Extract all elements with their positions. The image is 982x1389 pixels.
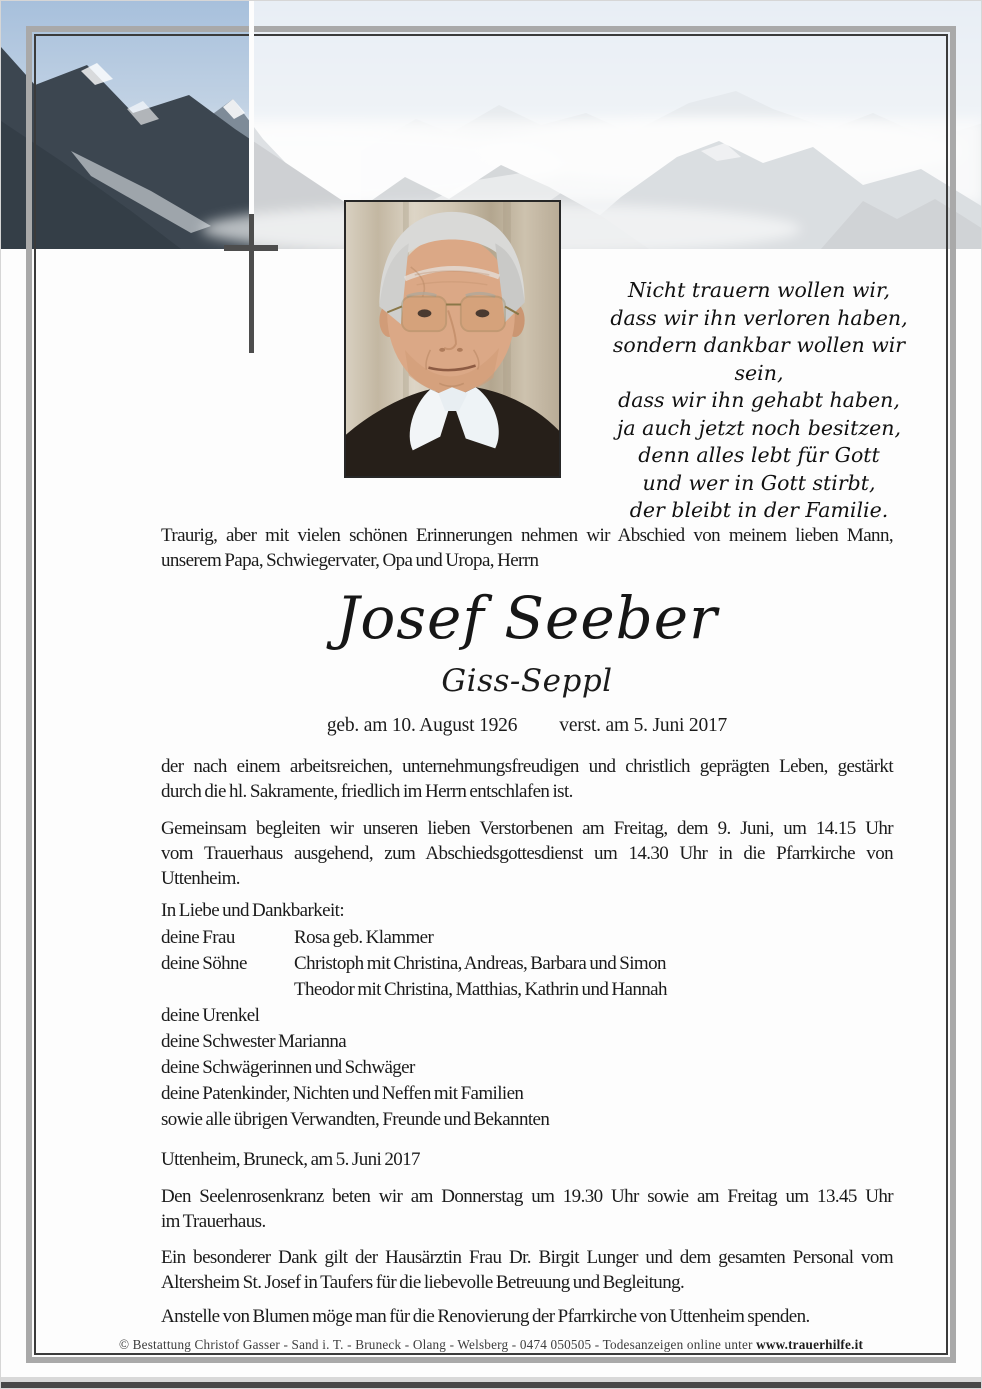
footer-text: © Bestattung Christof Gasser - Sand i. T. - Bruneck - Olang - Welsberg - 0474 050505 - Todesanzeigen online unter [118,1337,757,1352]
death-date: verst. am 5. Juni 2017 [559,715,728,736]
body-line: Altersheim St. Josef in Taufers für die liebevolle Betreuung und Begleitung. [161,1272,685,1293]
family-row-value: Theodor mit Christina, Matthias, Kathrin und Hannah [294,979,667,1000]
poem-line: dass wir ihn gehabt haben, [618,388,900,412]
footer-website: www.trauerhilfe.it [756,1337,864,1352]
portrait-art [346,202,559,476]
life-dates [161,713,893,738]
body-line: Gemeinsam begleiten wir unseren lieben Verstorbenen am Freitag, dem 9. Juni, um 14.15 Uhr [161,818,893,839]
deceased-nickname: Giss-Seppl [441,663,613,699]
body-line: durch die hl. Sakramente, friedlich im Herrn entschlafen ist. [161,781,573,802]
page-bottom-edge [1,1382,981,1388]
intro-line: Traurig, aber mit vielen schönen Erinnerungen nehmen wir Abschied von meinem lieben Mann, [161,525,893,546]
family-row-label: deine Schwägerinnen und Schwäger [161,1057,415,1078]
intro-paragraph [161,523,893,573]
poem-line: sondern dankbar wollen wir sein, [612,333,906,385]
donation-notice: Anstelle von Blumen möge man für die Renovierung der Pfarrkirche von Uttenheim spenden. [161,1306,810,1327]
family-row-label: deine Söhne [161,953,247,974]
body-line: Uttenheim. [161,868,240,889]
body-line: vom Trauerhaus ausgehend, zum Abschiedsgottesdienst um 14.30 Uhr in die Pfarrkirche von [161,843,893,864]
passing-paragraph [161,754,893,804]
poem-line: dass wir ihn verloren haben, [610,305,908,330]
poem-line: denn alles lebt für Gott [638,443,880,467]
family-row-label: deine Frau [161,927,235,948]
funeral-home-footer [1,1337,981,1353]
family-row-value: Christoph mit Christina, Andreas, Barbara und Simon [294,953,666,974]
family-row-value: Rosa geb. Klammer [294,927,434,948]
deceased-name: Josef Seeber [336,584,718,652]
cross-icon [249,214,254,353]
body-line: im Trauerhaus. [161,1211,266,1232]
funeral-paragraph [161,816,893,891]
family-row-label: deine Urenkel [161,1005,260,1026]
cross-icon [249,1,254,214]
family-row-label: deine Schwester Marianna [161,1031,347,1052]
thanks-notice [161,1245,893,1295]
family-list [161,925,893,1133]
family-row-label: sowie alle übrigen Verwandten, Freunde und Bekannten [161,1109,550,1130]
family-row-label: deine Patenkinder, Nichten und Neffen mit Familien [161,1083,524,1104]
body-line: Ein besonderer Dank gilt der Hausärztin Frau Dr. Birgit Lunger und dem gesamten Personal vom [161,1247,893,1268]
place-date-line: Uttenheim, Bruneck, am 5. Juni 2017 [161,1149,420,1170]
body-line: Den Seelenrosenkranz beten wir am Donnerstag um 19.30 Uhr sowie am Freitag um 13.45 Uhr [161,1186,893,1207]
intro-line: unserem Papa, Schwiegervater, Opa und Uropa, Herrn [161,550,539,571]
family-row-label [161,977,294,1003]
family-heading: In Liebe und Dankbarkeit: [161,900,345,921]
birth-date: geb. am 10. August 1926 [326,715,518,736]
body-line: der nach einem arbeitsreichen, unternehmungsfreudigen und christlich geprägten Leben, gestärkt [161,756,893,777]
rosary-notice [161,1184,893,1234]
portrait-photo [344,200,561,478]
cross-icon [224,245,278,251]
poem-line: und wer in Gott stirbt, [642,470,876,495]
poem-line: Nicht trauern wollen wir, [627,278,891,302]
poem-line: ja auch jetzt noch besitzen, [617,415,901,440]
poem-line: der bleibt in der Familie. [629,498,889,522]
memorial-poem [609,277,909,525]
